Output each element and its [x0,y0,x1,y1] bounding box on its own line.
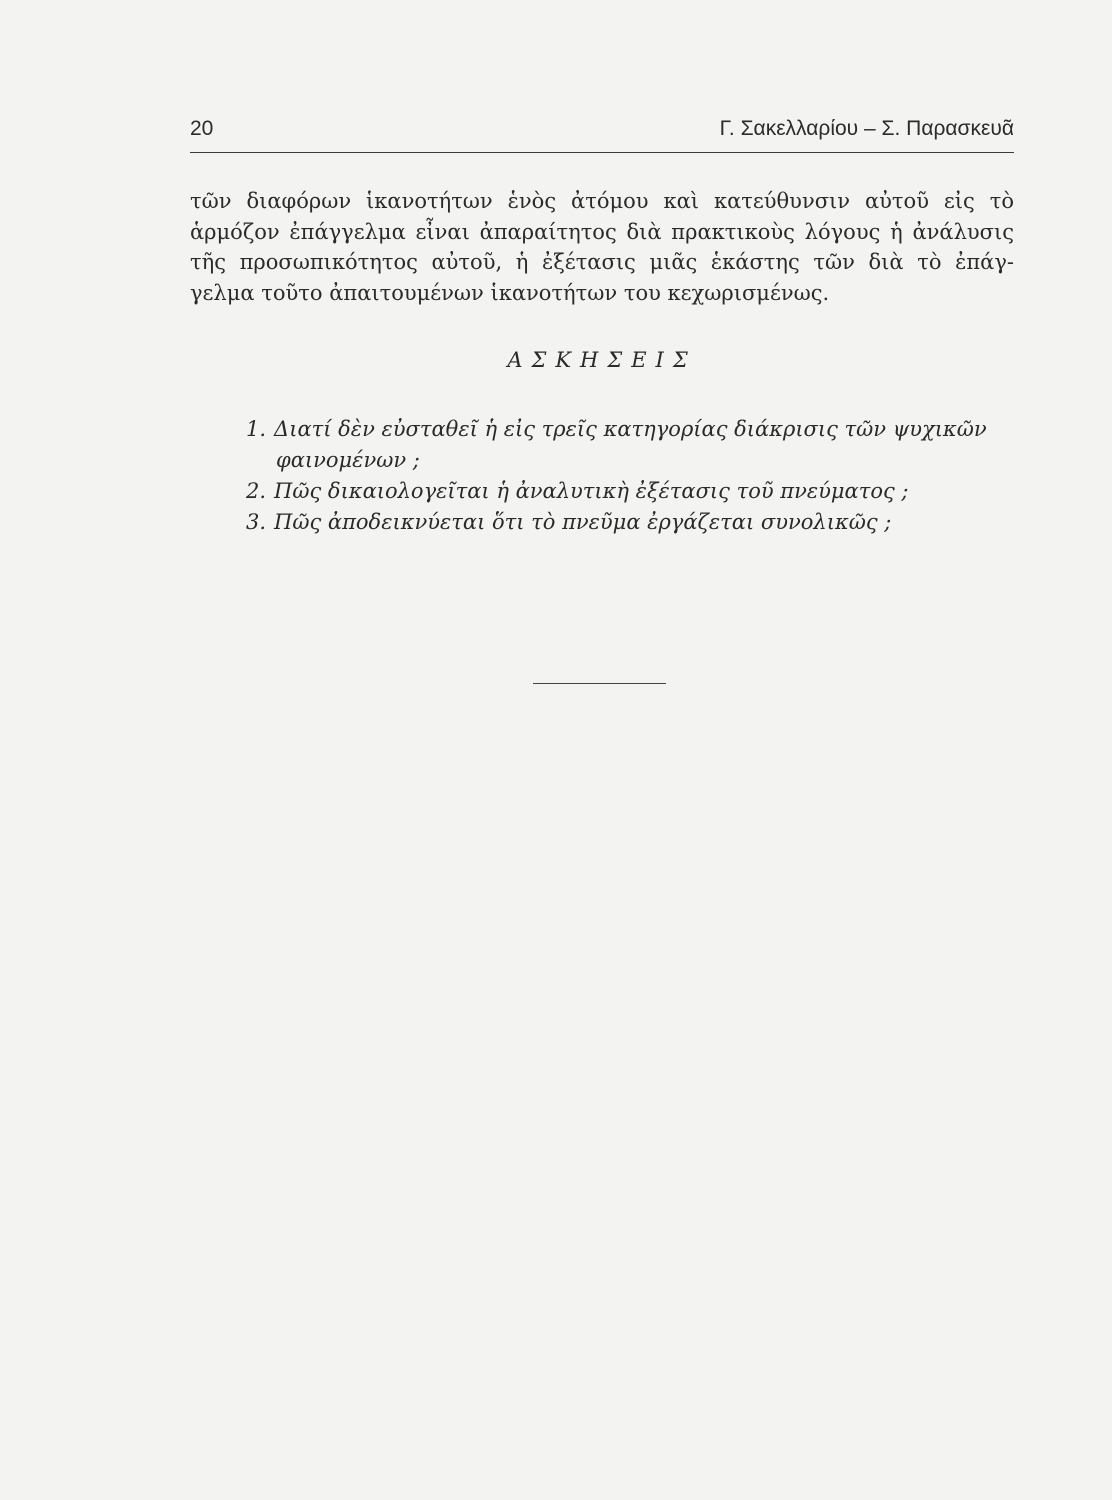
exercise-continuation: φαινομένων ; [276,448,420,472]
exercise-text: Πῶς δικαιολογεῖται ἡ ἀναλυτικὴ ἐξέτασις τοῦ πνεύματος ; [274,479,909,503]
paragraph-line: γελμα τοῦτο ἀπαιτουμένων ἱκανοτήτων του κεχωρισμένως. [190,280,830,305]
exercise-number: 1. [246,417,267,441]
header-rule [190,152,1014,153]
paragraph-line: ἁρμόζον ἐπάγγελμα εἶναι ἀπαραίτητος διὰ πρακτικοὺς λόγους ἡ ἀνάλυσις [190,219,1014,244]
exercise-number: 3. [246,510,267,534]
paragraph-line: τῆς προσωπικότητος αὐτοῦ, ἡ ἐξέτασις μιᾶς ἑκάστης τῶν διὰ τὸ ἐπάγ- [190,250,1014,274]
exercise-text: Διατί δὲν εὐσταθεῖ ἡ εἰς τρεῖς κατηγορίας διάκρισις τῶν ψυχικῶν [274,417,987,441]
exercise-item [190,507,1014,538]
exercise-number: 2. [246,479,267,503]
exercises-list [190,414,1014,538]
running-head-authors: Γ. Σακελλαρίου – Σ. Παρασκευᾶ [719,117,1014,140]
page-number: 20 [190,117,214,140]
exercise-text: Πῶς ἀποδεικνύεται ὅτι τὸ πνεῦμα ἐργάζεται συνολικῶς ; [274,510,892,534]
end-rule [533,683,666,684]
exercises-heading: ΑΣΚΗΣΕΙΣ [507,348,697,372]
paragraph-line: τῶν διαφόρων ἱκανοτήτων ἑνὸς ἀτόμου καὶ κατεύθυνσιν αὐτοῦ εἰς τὸ [190,189,1014,213]
body-paragraph [190,186,1014,308]
running-head [190,117,1014,147]
exercise-item [190,414,1014,445]
exercise-item [190,476,1014,507]
